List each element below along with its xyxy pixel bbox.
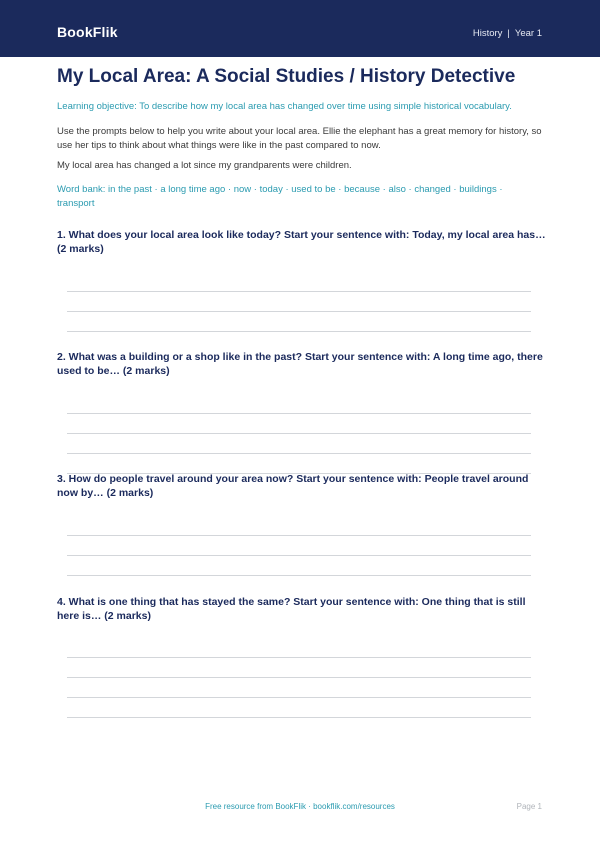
learning-objective: Learning objective: To describe how my local area has changed over time using simple historical vocabulary. bbox=[57, 101, 512, 112]
question-1: 1. What does your local area look like today? Start your sentence with: Today, my local area has… (2 marks) bbox=[57, 229, 546, 255]
page-number: Page 1 bbox=[516, 802, 542, 811]
breadcrumb-year[interactable]: Year 1 bbox=[514, 28, 542, 39]
answer-line-4-2[interactable] bbox=[67, 677, 531, 678]
answer-line-4-4[interactable] bbox=[67, 717, 531, 718]
question-3: 3. How do people travel around your area now? Start your sentence with: People travel around now by… (2 marks) bbox=[57, 473, 529, 499]
answer-line-1-3[interactable] bbox=[67, 331, 531, 332]
question-2: 2. What was a building or a shop like in the past? Start your sentence with: A long time ago, there used to be… (2 marks) bbox=[57, 351, 543, 377]
word-bank: Word bank: in the past · a long time ago · now · today · used to be · because · also · changed · buildings · transport bbox=[57, 184, 503, 209]
answer-line-2-1[interactable] bbox=[67, 413, 531, 414]
footer-text[interactable]: Free resource from BookFlik · bookflik.com/resources bbox=[205, 802, 395, 811]
answer-line-3-3[interactable] bbox=[67, 575, 531, 576]
page-title: My Local Area: A Social Studies / History Detective bbox=[57, 66, 516, 87]
answer-line-2-2[interactable] bbox=[67, 433, 531, 434]
answer-line-4-1[interactable] bbox=[67, 657, 531, 658]
intro-text: Use the prompts below to help you write about your local area. Ellie the elephant has a great memory for history, so use her tips to think about what things were like in the past compared to now. bbox=[57, 126, 542, 151]
statement-text: My local area has changed a lot since my grandparents were children. bbox=[57, 160, 352, 171]
breadcrumb-subject[interactable]: History bbox=[472, 28, 503, 39]
header-bar bbox=[0, 0, 600, 57]
answer-line-2-3[interactable] bbox=[67, 453, 531, 454]
answer-line-4-3[interactable] bbox=[67, 697, 531, 698]
breadcrumb bbox=[473, 28, 542, 40]
question-4: 4. What is one thing that has stayed the same? Start your sentence with: One thing that is still here is… (2 marks) bbox=[57, 596, 526, 622]
brand-logo[interactable]: BookFlik bbox=[57, 24, 118, 40]
answer-line-1-1[interactable] bbox=[67, 291, 531, 292]
answer-line-1-2[interactable] bbox=[67, 311, 531, 312]
answer-line-3-1[interactable] bbox=[67, 535, 531, 536]
answer-line-3-2[interactable] bbox=[67, 555, 531, 556]
breadcrumb-separator: | bbox=[507, 28, 510, 39]
